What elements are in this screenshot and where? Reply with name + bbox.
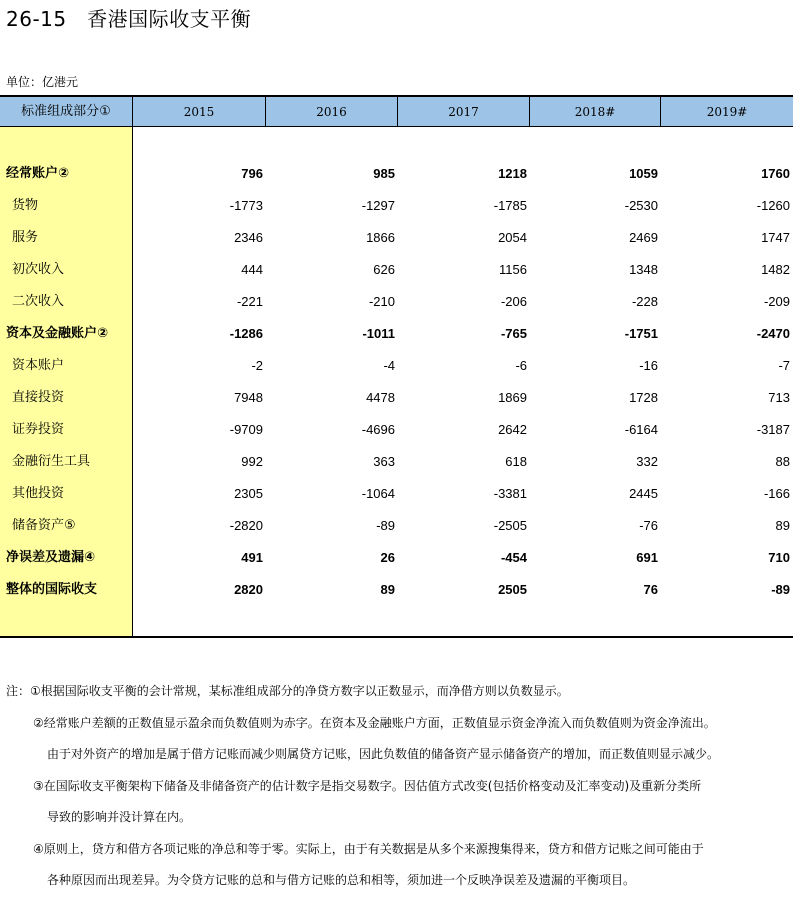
row-value: 88 <box>775 454 790 469</box>
row-value: -3381 <box>493 486 527 501</box>
table-row <box>0 574 793 606</box>
row-label: 证券投资 <box>12 422 65 437</box>
row-label: 其他投资 <box>12 486 65 501</box>
row-value: 691 <box>636 550 658 565</box>
row-value: -1751 <box>624 326 658 341</box>
header-year-2019: 2019# <box>660 97 793 127</box>
row-value: 1869 <box>498 390 527 405</box>
row-value: -76 <box>639 518 658 533</box>
row-label: 资本及金融账户② <box>6 326 109 341</box>
row-label: 经常账户② <box>6 166 70 181</box>
row-value: -2820 <box>229 518 263 533</box>
row-value: -166 <box>763 486 790 501</box>
row-value: 332 <box>636 454 658 469</box>
row-value: -89 <box>771 582 790 597</box>
row-value: 2054 <box>498 230 527 245</box>
row-value: -89 <box>376 518 395 533</box>
header-year-2017: 2017 <box>397 97 529 127</box>
table-row <box>0 382 793 414</box>
row-value: -210 <box>368 294 395 309</box>
row-value: -1286 <box>229 326 263 341</box>
row-value: -2470 <box>756 326 790 341</box>
header-year-2015: 2015 <box>132 97 265 127</box>
row-value: 2642 <box>498 422 527 437</box>
row-value: 2305 <box>234 486 263 501</box>
table-row <box>0 190 793 222</box>
row-label: 储备资产⑤ <box>12 518 76 533</box>
note-line: 各种原因而出现差异。为令贷方记账的总和与借方记账的总和相等，须加进一个反映净误差及遗漏的平衡项目。 <box>47 873 636 887</box>
row-value: -1260 <box>756 198 790 213</box>
row-value: 89 <box>380 582 395 597</box>
table-row <box>0 478 793 510</box>
row-value: -1011 <box>362 326 395 341</box>
row-value: -6 <box>515 358 527 373</box>
row-value: -1773 <box>229 198 263 213</box>
unit-label: 单位：亿港元 <box>6 75 79 89</box>
table-row <box>0 350 793 382</box>
table-row <box>0 158 793 190</box>
row-value: 710 <box>768 550 790 565</box>
row-value: 618 <box>505 454 527 469</box>
row-value: 89 <box>775 518 790 533</box>
row-value: 1728 <box>629 390 658 405</box>
note-line: ④原则上，贷方和借方各项记账的净总和等于零。实际上，由于有关数据是从多个来源搜集得来，贷方和借方记账之间可能由于 <box>33 841 704 856</box>
table-row <box>0 510 793 542</box>
row-value: -4696 <box>361 422 395 437</box>
page-title: 26-15 香港国际收支平衡 <box>6 7 252 31</box>
row-value: 4478 <box>366 390 395 405</box>
row-value: 992 <box>241 454 263 469</box>
row-value: -9709 <box>229 422 263 437</box>
row-label: 净误差及遗漏④ <box>6 550 96 565</box>
row-label: 直接投资 <box>12 390 65 405</box>
note-line: ③在国际收支平衡架构下储备及非储备资产的估计数字是指交易数字。因估值方式改变(包括价格变动及汇率变动)及重新分类所 <box>33 778 702 793</box>
notes-section <box>6 676 791 897</box>
row-value: -228 <box>631 294 658 309</box>
row-value: -16 <box>639 358 658 373</box>
row-value: 626 <box>373 262 395 277</box>
table-row <box>0 446 793 478</box>
row-value: 1747 <box>761 230 790 245</box>
row-value: 1156 <box>499 262 527 277</box>
row-label: 服务 <box>12 230 39 245</box>
row-value: -3187 <box>756 422 790 437</box>
row-value: 26 <box>380 550 395 565</box>
row-value: 1348 <box>629 262 658 277</box>
row-value: 2505 <box>498 582 527 597</box>
row-label: 整体的国际收支 <box>6 582 98 597</box>
row-value: 2469 <box>629 230 658 245</box>
balance-of-payments-table <box>0 95 793 638</box>
row-value: -206 <box>500 294 527 309</box>
row-value: -2505 <box>493 518 527 533</box>
row-value: 796 <box>241 166 263 181</box>
row-value: 1760 <box>761 166 790 181</box>
header-component: 标准组成部分① <box>21 104 111 119</box>
note-line: 导致的影响并没计算在内。 <box>47 810 192 824</box>
header-year-2016: 2016 <box>265 97 397 127</box>
row-label: 二次收入 <box>12 294 65 309</box>
row-value: 985 <box>373 166 395 181</box>
row-value: -1064 <box>361 486 395 501</box>
header-year-2018: 2018# <box>529 97 660 127</box>
row-value: -209 <box>763 294 790 309</box>
row-value: -6164 <box>624 422 658 437</box>
table-row <box>0 542 793 574</box>
table-row <box>0 318 793 350</box>
row-label: 金融衍生工具 <box>12 454 91 469</box>
row-value: -454 <box>500 550 527 565</box>
table-row <box>0 222 793 254</box>
row-value: -2 <box>251 358 263 373</box>
row-value: 2346 <box>234 230 263 245</box>
table-bottom-border <box>0 636 793 638</box>
note-line: 由于对外资产的增加是属于借方记账而减少则属贷方记账，因此负数值的储备资产显示储备资产的增加，而正数值则显示减少。 <box>47 747 720 761</box>
row-value: 1059 <box>629 166 658 181</box>
table-header <box>0 95 793 127</box>
row-label: 资本账户 <box>12 358 65 373</box>
note-line: ②经常账户差额的正数值显示盈余而负数值则为赤字。在资本及金融账户方面，正数值显示资金净流入而负数值则为资金净流出。 <box>33 715 716 730</box>
row-value: -2530 <box>624 198 658 213</box>
row-value: 713 <box>768 390 790 405</box>
row-value: 7948 <box>234 390 263 405</box>
row-value: 444 <box>241 262 263 277</box>
note-line: 注：①根据国际收支平衡的会计常规，某标准组成部分的净贷方数字以正数显示，而净借方则以负数显示。 <box>6 684 569 698</box>
row-value: 1218 <box>498 166 527 181</box>
row-value: 1866 <box>366 230 395 245</box>
row-value: -1785 <box>493 198 527 213</box>
row-value: 2820 <box>234 582 263 597</box>
row-value: -221 <box>236 294 263 309</box>
row-value: 363 <box>373 454 395 469</box>
table-row <box>0 254 793 286</box>
row-label: 初次收入 <box>12 262 65 277</box>
row-value: 1482 <box>761 262 790 277</box>
row-value: 2445 <box>629 486 658 501</box>
table-row <box>0 414 793 446</box>
table-row <box>0 286 793 318</box>
row-value: -765 <box>500 326 527 341</box>
row-label: 货物 <box>12 198 39 213</box>
row-value: 491 <box>241 550 263 565</box>
row-value: -7 <box>778 358 790 373</box>
row-value: -4 <box>383 358 395 373</box>
row-value: -1297 <box>361 198 395 213</box>
row-value: 76 <box>643 582 658 597</box>
